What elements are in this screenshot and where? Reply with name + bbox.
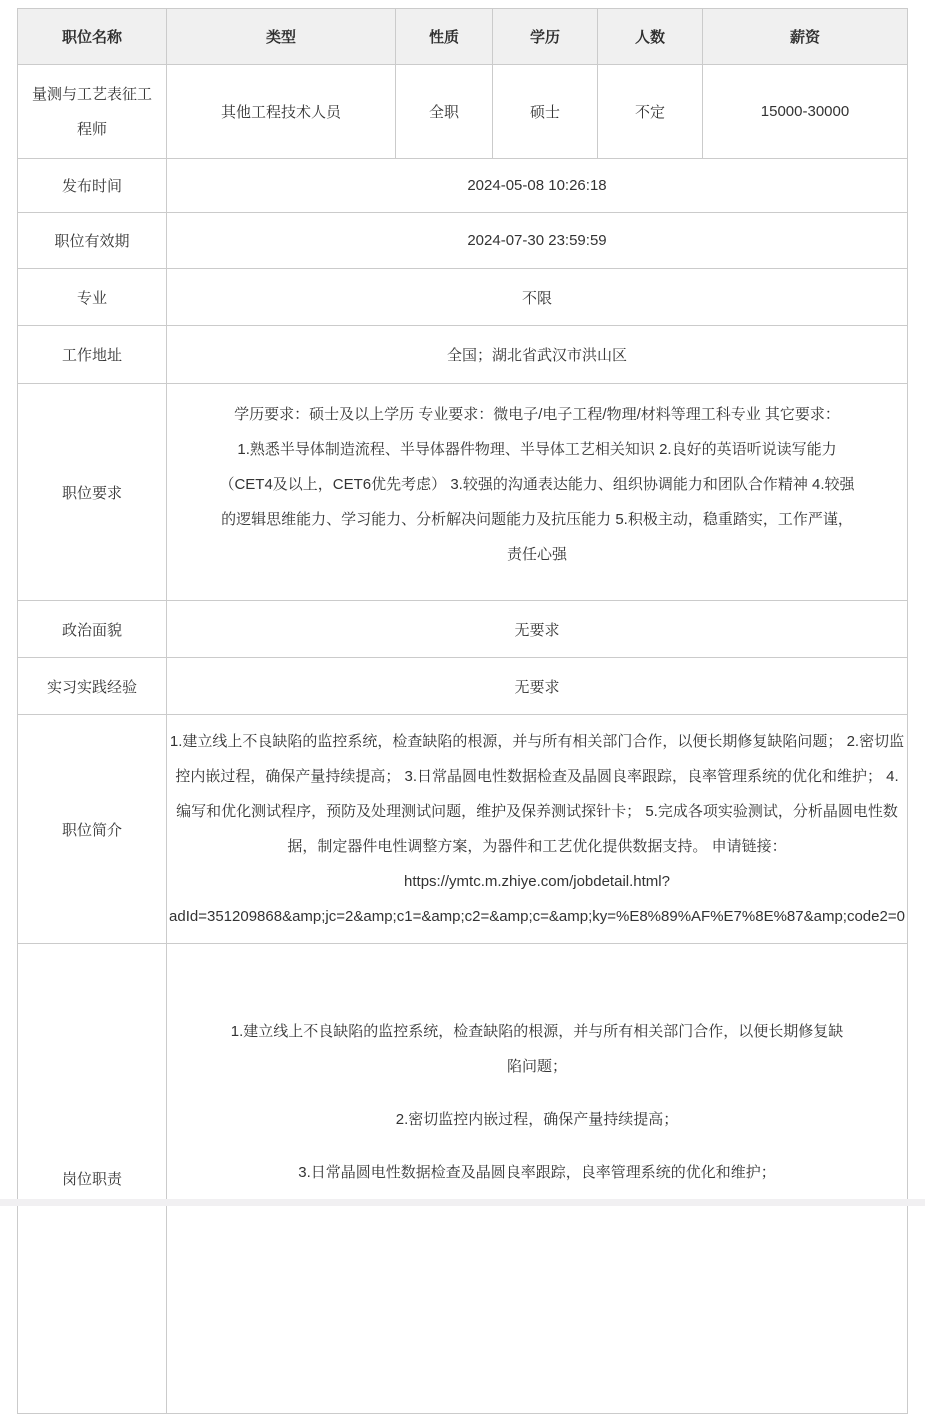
job-duties-label: 岗位职责 [18,944,167,1414]
job-intro-row [18,715,908,944]
header-salary: 薪资 [703,9,908,65]
internship-experience-label: 实习实践经验 [18,658,167,715]
work-address-value: 全国；湖北省武汉市洪山区 [167,326,908,384]
table-header-row [18,9,908,65]
header-education: 学历 [493,9,598,65]
major-value: 不限 [167,269,908,326]
job-name-cell [18,65,167,159]
publish-time-value: 2024-05-08 10:26:18 [167,159,908,213]
intro-line: 控内嵌过程，确保产量持续提高； 3.日常晶圆电性数据检查及晶圆良率跟踪，良率管理系统的优化和维护； 4. [175,768,899,785]
header-headcount: 人数 [598,9,703,65]
publish-time-row [18,159,908,213]
political-status-row [18,601,908,658]
page-bottom-edge [0,1199,925,1206]
duty-paragraph [167,1102,907,1137]
duty-line: 陷问题； [506,1058,567,1075]
work-address-row [18,326,908,384]
job-headcount-cell: 不定 [598,65,703,159]
work-address-label: 工作地址 [18,326,167,384]
duty-paragraph [167,1014,907,1084]
application-url-query-line: adId=351209868&amp;jc=2&amp;c1=&amp;c2=&amp;c=&amp;ky=%E8%89%AF%E7%8E%87&amp;code2=0 [169,908,905,925]
application-url-line: https://ymtc.m.zhiye.com/jobdetail.html? [404,873,670,890]
validity-period-value: 2024-07-30 23:59:59 [167,213,908,269]
validity-period-row [18,213,908,269]
internship-experience-value: 无要求 [167,658,908,715]
requirements-line: 责任心强 [506,546,567,563]
job-name-line1: 量测与工艺表征工 [31,85,152,103]
intro-line: 1.建立线上不良缺陷的监控系统，检查缺陷的根源，并与所有相关部门合作，以便长期修复缺陷问题； 2.密切监 [169,733,905,750]
requirements-line: （CET4及以上，CET6优先考虑） 3.较强的沟通表达能力、组织协调能力和团队合作精神 4.较强 [219,476,855,493]
major-label: 专业 [18,269,167,326]
job-type-cell: 其他工程技术人员 [167,65,396,159]
major-row [18,269,908,326]
intro-line: 据，制定器件电性调整方案，为器件和工艺优化提供数据支持。 申请链接： [287,838,787,855]
job-requirements-row [18,384,908,601]
job-intro-label: 职位简介 [18,715,167,944]
requirements-line: 的逻辑思维能力、学习能力、分析解决问题能力及抗压能力 5.积极主动，稳重踏实，工作严谨， [221,511,853,528]
duty-line: 3.日常晶圆电性数据检查及晶圆良率跟踪，良率管理系统的优化和维护； [298,1164,776,1181]
publish-time-label: 发布时间 [18,159,167,213]
header-position-name: 职位名称 [18,9,167,65]
job-name-line2: 程师 [76,120,107,138]
job-requirements-text [167,384,908,601]
political-status-label: 政治面貌 [18,601,167,658]
header-type: 类型 [167,9,396,65]
internship-experience-row [18,658,908,715]
job-duties-row [18,944,908,1414]
job-nature-cell: 全职 [396,65,493,159]
requirements-line: 学历要求：硕士及以上学历 专业要求：微电子/电子工程/物理/材料等理工科专业 其它要求： [234,406,840,423]
intro-line: 编写和优化测试程序，预防及处理测试问题，维护及保养测试探针卡； 5.完成各项实验测试，分析晶圆电性数 [176,803,898,820]
job-education-cell: 硕士 [493,65,598,159]
duty-paragraph [167,1155,907,1190]
job-summary-row [18,65,908,159]
duty-line: 2.密切监控内嵌过程，确保产量持续提高； [395,1111,679,1128]
job-salary-cell: 15000-30000 [703,65,908,159]
header-nature: 性质 [396,9,493,65]
duty-line: 1.建立线上不良缺陷的监控系统，检查缺陷的根源，并与所有相关部门合作，以便长期修复缺 [230,1023,844,1040]
job-duties-text [167,944,908,1414]
requirements-line: 1.熟悉半导体制造流程、半导体器件物理、半导体工艺相关知识 2.良好的英语听说读写能力 [237,441,837,458]
political-status-value: 无要求 [167,601,908,658]
job-intro-text [167,715,908,944]
job-requirements-label: 职位要求 [18,384,167,601]
validity-period-label: 职位有效期 [18,213,167,269]
